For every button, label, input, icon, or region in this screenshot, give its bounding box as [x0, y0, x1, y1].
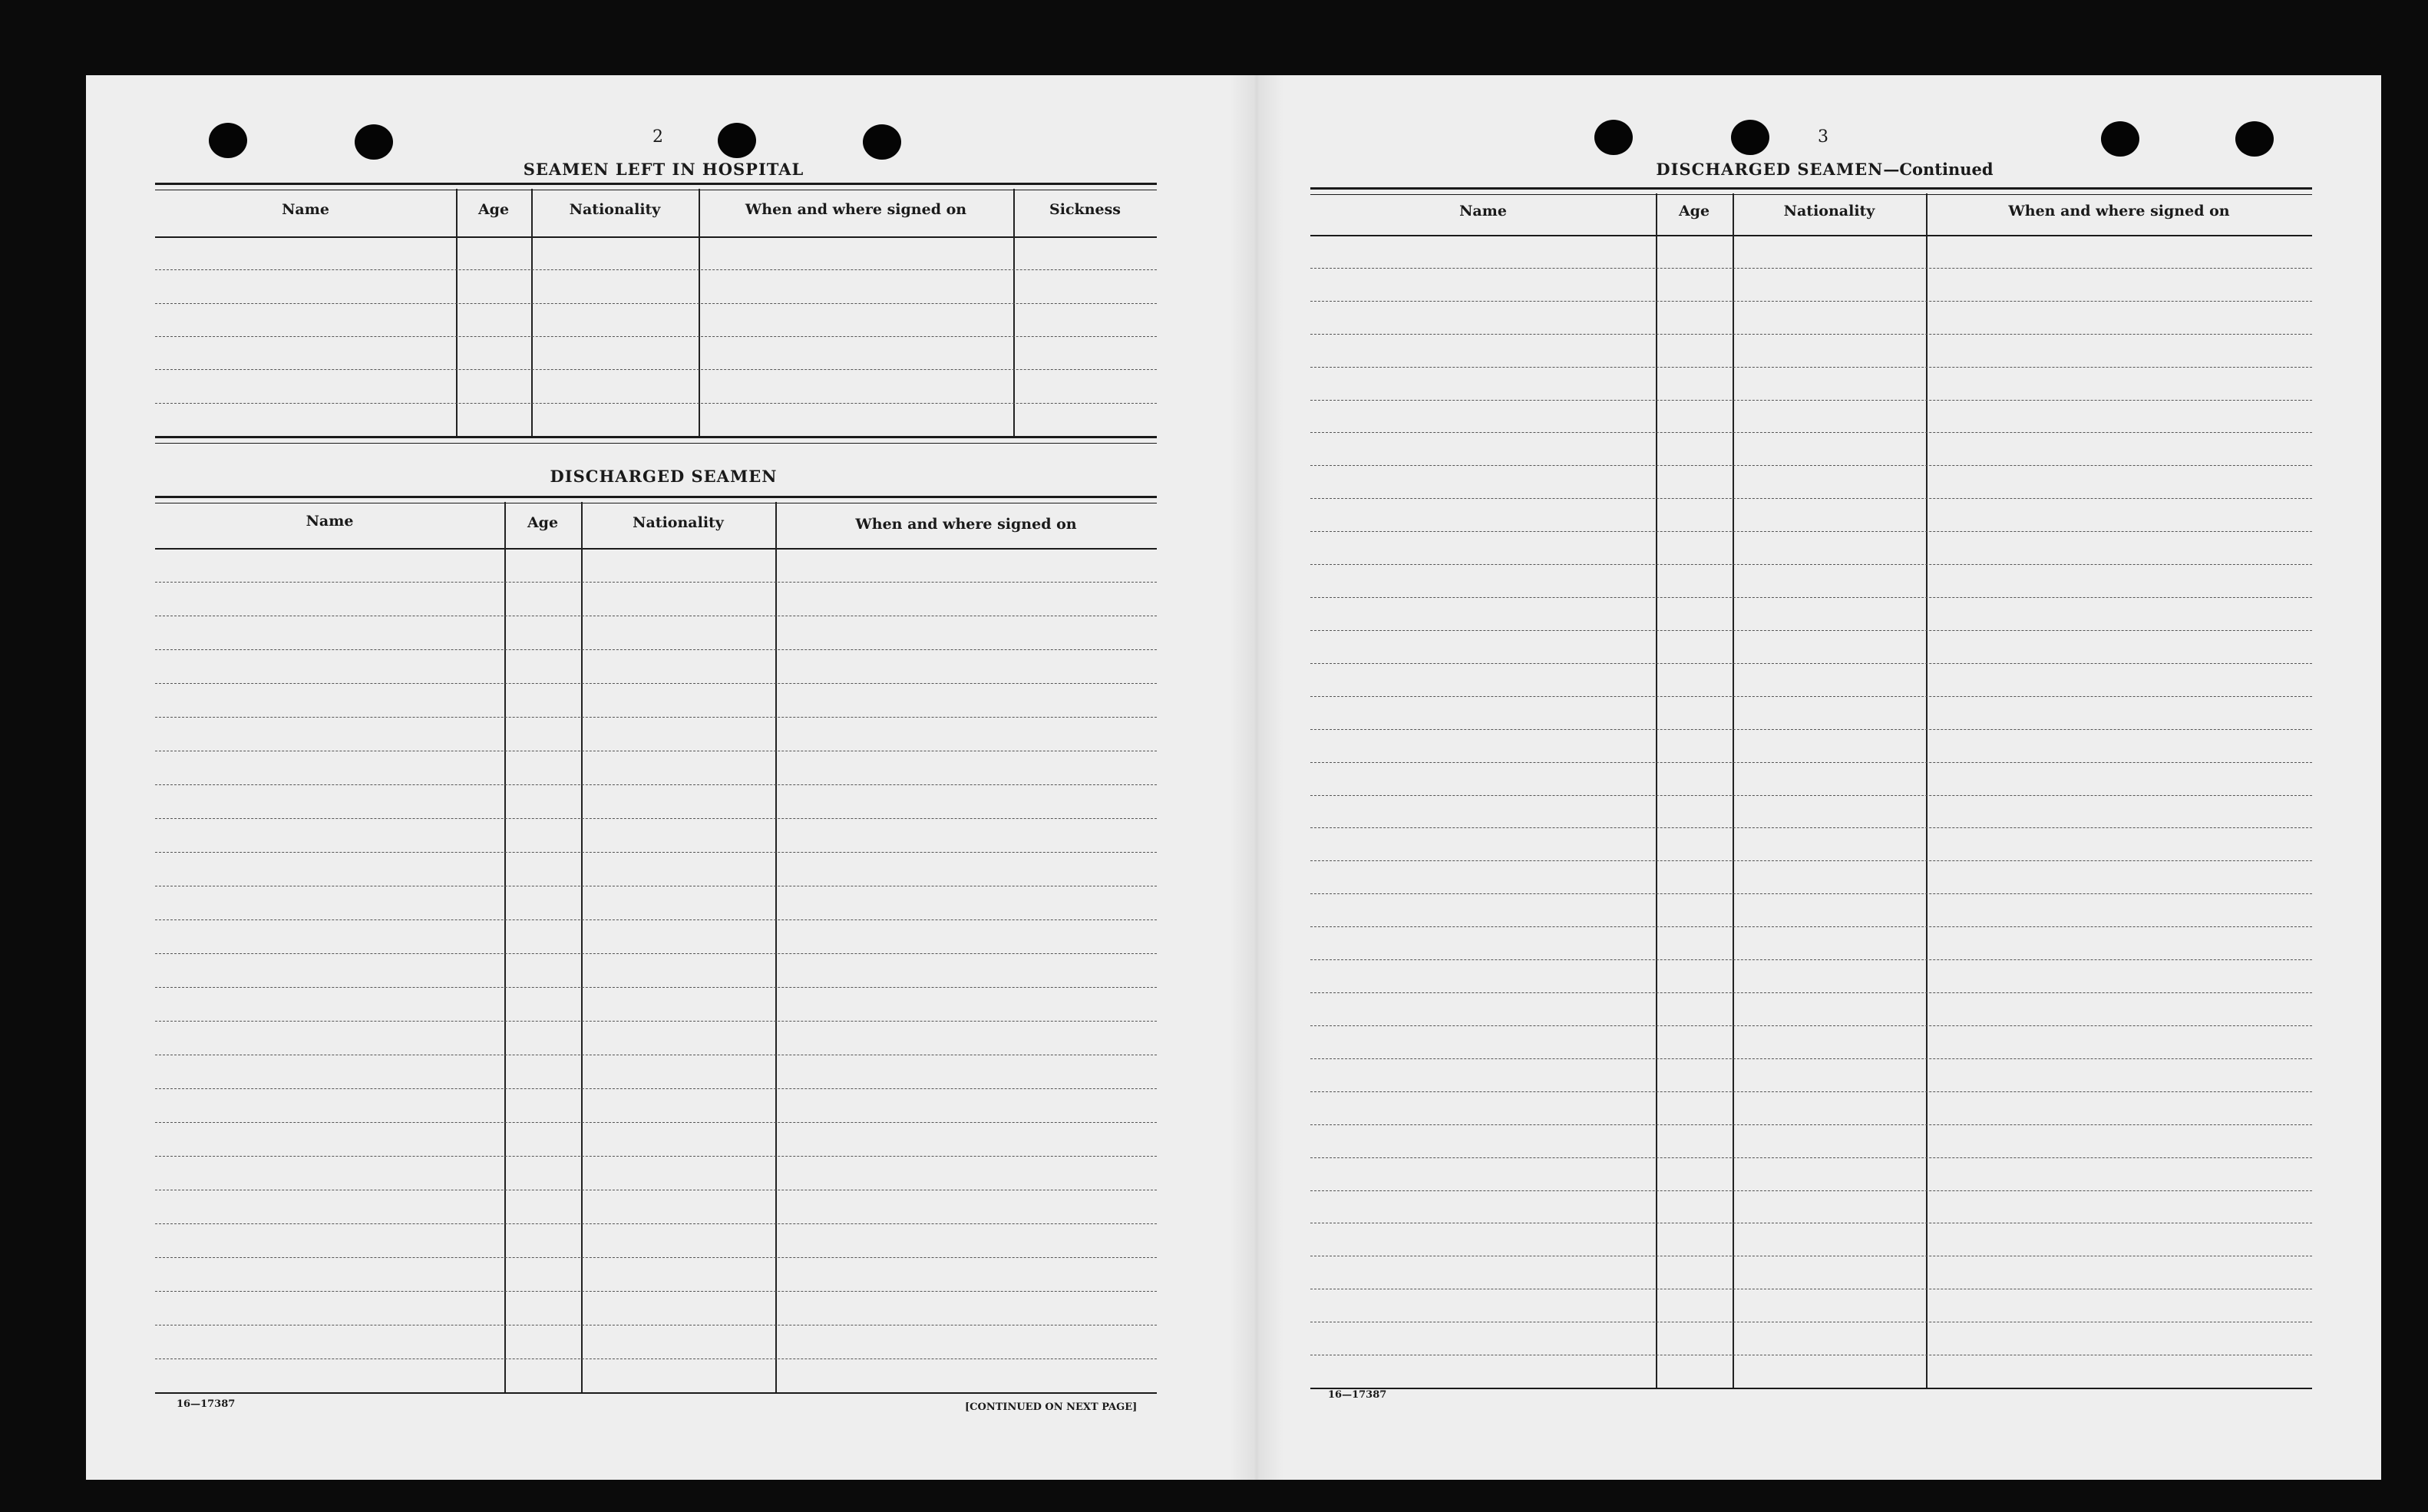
table-row [1310, 400, 2312, 401]
table-row [155, 1257, 1157, 1258]
table-row [1310, 1190, 2312, 1191]
table-row [1310, 926, 2312, 927]
table-row [1310, 1058, 2312, 1059]
table-row [1310, 465, 2312, 466]
table-row [155, 717, 1157, 718]
table-row [1310, 762, 2312, 763]
table-row [1310, 367, 2312, 368]
discharged-continued-table [1310, 187, 2312, 1461]
column-header-signed-on: When and where signed on [2008, 203, 2230, 220]
table-row [1310, 663, 2312, 664]
table-row [1310, 827, 2312, 828]
table-row [155, 852, 1157, 853]
discharged-continued-title [1391, 160, 2258, 179]
title-main: DISCHARGED SEAMEN [1656, 160, 1884, 179]
form-number: 16—17387 [1328, 1389, 1387, 1401]
column-divider [1926, 193, 1928, 1388]
table-row [155, 1156, 1157, 1157]
column-divider [775, 502, 777, 1392]
table-row [155, 303, 1157, 304]
discharged-table [155, 496, 1157, 1467]
table-top-rule [1310, 187, 2312, 195]
table-row [155, 649, 1157, 650]
table-row [155, 1291, 1157, 1292]
table-row [1310, 564, 2312, 565]
column-header-age: Age [527, 514, 559, 531]
form-number: 16—17387 [177, 1398, 236, 1410]
table-row [155, 683, 1157, 684]
table-row [1310, 498, 2312, 499]
column-header-nationality: Nationality [569, 201, 661, 218]
table-row [155, 987, 1157, 988]
table-row [1310, 1025, 2312, 1026]
column-header-nationality: Nationality [633, 514, 724, 531]
table-row [1310, 696, 2312, 697]
table-row [1310, 301, 2312, 302]
table-row [1310, 1157, 2312, 1158]
table-row [155, 582, 1157, 583]
column-divider [1013, 189, 1015, 436]
table-row [155, 403, 1157, 404]
table-bottom-rule [1310, 1388, 2312, 1389]
hospital-section-title: SEAMEN LEFT IN HOSPITAL [523, 160, 804, 179]
table-row [1310, 992, 2312, 993]
column-header-age: Age [477, 201, 510, 218]
column-divider [531, 189, 533, 436]
column-header-name: Name [1459, 203, 1507, 220]
table-row [1310, 531, 2312, 532]
table-row [155, 1088, 1157, 1089]
table-top-rule [155, 183, 1157, 190]
header-bottom-rule [155, 236, 1157, 238]
table-bottom-rule [155, 1392, 1157, 1394]
header-bottom-rule [1310, 235, 2312, 236]
table-top-rule [155, 496, 1157, 503]
form-sheet [86, 75, 2381, 1480]
discharged-section-title: DISCHARGED SEAMEN [550, 467, 778, 486]
table-row [1310, 893, 2312, 894]
column-divider [1656, 193, 1657, 1388]
column-divider [581, 502, 583, 1392]
table-row [1310, 959, 2312, 960]
page-number: 2 [652, 127, 663, 147]
table-row [155, 919, 1157, 920]
table-row [155, 336, 1157, 337]
column-divider [699, 189, 700, 436]
table-row [1310, 1124, 2312, 1125]
table-row [155, 818, 1157, 819]
right-page [1268, 75, 2381, 1480]
column-header-signed-on: When and where signed on [745, 201, 967, 218]
table-row [1310, 597, 2312, 598]
table-bottom-rule [155, 436, 1157, 444]
table-row [1310, 1091, 2312, 1092]
header-bottom-rule [155, 548, 1157, 550]
table-row [155, 269, 1157, 270]
left-page [86, 75, 1234, 1480]
table-row [155, 369, 1157, 370]
table-row [155, 1223, 1157, 1224]
column-divider [504, 502, 506, 1392]
column-header-nationality: Nationality [1783, 203, 1875, 220]
column-header-signed-on: When and where signed on [855, 516, 1077, 533]
title-suffix: —Continued [1883, 160, 1994, 179]
table-row [1310, 795, 2312, 796]
hospital-table [155, 183, 1157, 444]
table-row [1310, 334, 2312, 335]
table-row [1310, 729, 2312, 730]
page-number: 3 [1818, 127, 1828, 147]
table-row [1310, 432, 2312, 433]
column-divider [456, 189, 458, 436]
table-row [1310, 630, 2312, 631]
table-row [155, 1021, 1157, 1022]
table-row [1310, 860, 2312, 861]
column-divider [1733, 193, 1734, 1388]
column-header-age: Age [1678, 203, 1710, 220]
continued-note: [CONTINUED ON NEXT PAGE] [965, 1401, 1138, 1413]
column-header-name: Name [282, 201, 329, 218]
table-row [155, 953, 1157, 954]
table-row [155, 1358, 1157, 1359]
column-header-name: Name [306, 513, 354, 530]
table-row [155, 784, 1157, 785]
table-row [1310, 268, 2312, 269]
table-row [155, 1122, 1157, 1123]
column-header-sickness: Sickness [1049, 201, 1121, 218]
